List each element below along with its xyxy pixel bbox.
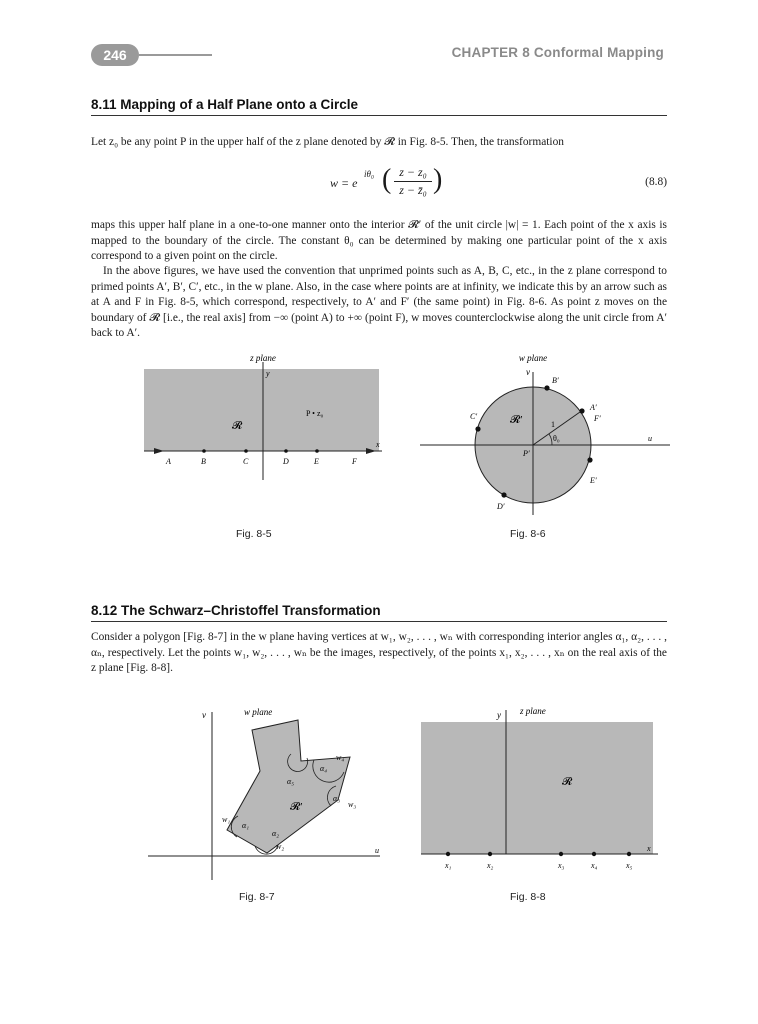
label-x2: x₂ bbox=[487, 861, 494, 870]
section-8-12-title: 8.12 The Schwarz–Christoffel Transformation bbox=[91, 603, 381, 618]
point-b bbox=[202, 449, 206, 453]
v-axis-label: v bbox=[526, 367, 530, 377]
polygon-region bbox=[227, 720, 350, 853]
y-axis-label: y bbox=[266, 369, 270, 378]
equation-exponent: iθ₀ bbox=[364, 169, 375, 179]
figure-8-7 bbox=[140, 700, 390, 890]
label-alpha2: α₂ bbox=[272, 829, 279, 838]
radius-label: 1 bbox=[551, 420, 555, 429]
label-alpha5: α₅ bbox=[287, 777, 294, 786]
paragraph-mapping: maps this upper half plane in a one-to-one manner onto the interior 𝓡′ of the unit circle |w| = 1. Each point of the x axis is mapped to the boundary of the circle. The constant θ₀ can be determined by making one particular point of the x axis correspond to a given point on the circle. bbox=[91, 219, 667, 263]
plane-label: w plane bbox=[518, 353, 548, 363]
fraction-bar bbox=[394, 181, 432, 182]
equation-lhs: w = e bbox=[330, 176, 358, 190]
label-d-prime: D′ bbox=[497, 502, 505, 511]
plane-label: z plane bbox=[520, 706, 546, 716]
fig-8-6-caption: Fig. 8-6 bbox=[510, 528, 546, 540]
paragraph-convention: In the above figures, we have used the convention that unprimed points such as A, B, C, etc., in the z plane correspond to primed points A′, B′, C′, etc., in the w plane. Also, in the case where points are at infinity, we indicate this by an arrow such as at A and F in Fig. 8-5, which correspond, respectively, to A′ and F′ (the same point) in Fig. 8-6. As point z moves on the boundary of 𝓡 [i.e., the real axis] from −∞ (point A) to +∞ (point F), w moves counterclockwise along the unit circle from A′ back to A′. bbox=[91, 265, 667, 340]
label-c-prime: C′ bbox=[470, 412, 478, 421]
point-x1 bbox=[446, 852, 450, 856]
point-p-label: P • z₀ bbox=[306, 409, 324, 418]
label-w2: w₂ bbox=[276, 842, 285, 851]
section-rule bbox=[91, 115, 667, 116]
region-label: 𝓡 bbox=[232, 420, 243, 432]
label-w1: w₁ bbox=[222, 815, 231, 824]
fig-8-8-caption: Fig. 8-8 bbox=[510, 891, 546, 903]
equation-right-paren: ) bbox=[433, 164, 443, 195]
region-label: 𝓡′ bbox=[510, 414, 523, 426]
label-b-prime: B′ bbox=[552, 376, 559, 385]
upper-half-plane-region bbox=[144, 369, 379, 451]
label-p-prime: P′ bbox=[523, 449, 530, 458]
label-f: F bbox=[352, 457, 357, 466]
figure-8-6 bbox=[415, 350, 675, 520]
section-8-11-title: 8.11 Mapping of a Half Plane onto a Circle bbox=[91, 97, 359, 112]
label-b: B bbox=[201, 457, 206, 466]
label-x3: x₃ bbox=[558, 861, 565, 870]
x-axis-label: x bbox=[376, 440, 380, 449]
label-d: D bbox=[283, 457, 289, 466]
fig-8-7-caption: Fig. 8-7 bbox=[239, 891, 275, 903]
chapter-title: CHAPTER 8 Conformal Mapping bbox=[451, 45, 664, 60]
equation-numerator: z − z₀ bbox=[399, 165, 427, 179]
label-c: C bbox=[243, 457, 249, 466]
equation-denominator: z − z̄₀ bbox=[399, 183, 427, 197]
region-label: 𝓡 bbox=[562, 776, 573, 788]
fig-8-5-caption: Fig. 8-5 bbox=[236, 528, 272, 540]
v-axis-label: v bbox=[202, 710, 206, 720]
label-x4: x₄ bbox=[591, 861, 598, 870]
paragraph-schwarz: Consider a polygon [Fig. 8-7] in the w plane having vertices at w₁, w₂, . . . , wₙ with corresponding interior angles α₁, α₂, . . . , αₙ, respectively. Let the points w₁, w₂, . . . , wₙ be the images, respectively, of the points x₁, x₂, . . . , xₙ on the real axis of the z plane [Fig. 8-8]. bbox=[91, 631, 667, 675]
header-rule bbox=[139, 54, 212, 56]
label-alpha3: α₃ bbox=[333, 794, 340, 803]
u-axis-label: u bbox=[375, 846, 379, 855]
label-f-prime: F′ bbox=[594, 414, 601, 423]
plane-label: w plane bbox=[244, 707, 273, 717]
point-c-prime bbox=[475, 426, 480, 431]
figure-8-5 bbox=[140, 350, 390, 490]
point-x3 bbox=[559, 852, 563, 856]
label-alpha4: α₄ bbox=[320, 764, 327, 773]
equation-8-8 bbox=[330, 164, 460, 200]
paragraph-intro: Let z₀ be any point P in the upper half of the z plane denoted by 𝓡 in Fig. 8-5. Then, the transformation bbox=[91, 136, 564, 148]
point-a-prime bbox=[579, 408, 584, 413]
point-x5 bbox=[627, 852, 631, 856]
point-c bbox=[244, 449, 248, 453]
point-d-prime bbox=[501, 492, 506, 497]
figure-8-8 bbox=[410, 700, 670, 880]
point-e bbox=[315, 449, 319, 453]
plane-label: z plane bbox=[250, 353, 276, 363]
point-d bbox=[284, 449, 288, 453]
label-w3: w₃ bbox=[348, 800, 357, 809]
page-number: 246 bbox=[91, 44, 139, 66]
label-a: A bbox=[166, 457, 171, 466]
angle-label: θ₀ bbox=[553, 434, 560, 443]
equation-left-paren: ( bbox=[382, 164, 392, 195]
point-x2 bbox=[488, 852, 492, 856]
point-b-prime bbox=[544, 385, 549, 390]
label-a-prime: A′ bbox=[590, 403, 597, 412]
upper-half-plane-region bbox=[421, 722, 653, 854]
label-e: E bbox=[314, 457, 319, 466]
label-x5: x₅ bbox=[626, 861, 633, 870]
label-e-prime: E′ bbox=[590, 476, 597, 485]
label-alpha1: α₁ bbox=[242, 821, 249, 830]
u-axis-label: u bbox=[648, 434, 652, 443]
point-x4 bbox=[592, 852, 596, 856]
equation-number: (8.8) bbox=[645, 176, 667, 188]
x-axis-label: x bbox=[647, 844, 651, 853]
y-axis-label: y bbox=[497, 710, 501, 720]
label-w4: w₄ bbox=[336, 753, 345, 762]
section-rule bbox=[91, 621, 667, 622]
label-x1: x₁ bbox=[445, 861, 452, 870]
region-label: 𝓡′ bbox=[290, 801, 303, 813]
point-e-prime bbox=[587, 457, 592, 462]
